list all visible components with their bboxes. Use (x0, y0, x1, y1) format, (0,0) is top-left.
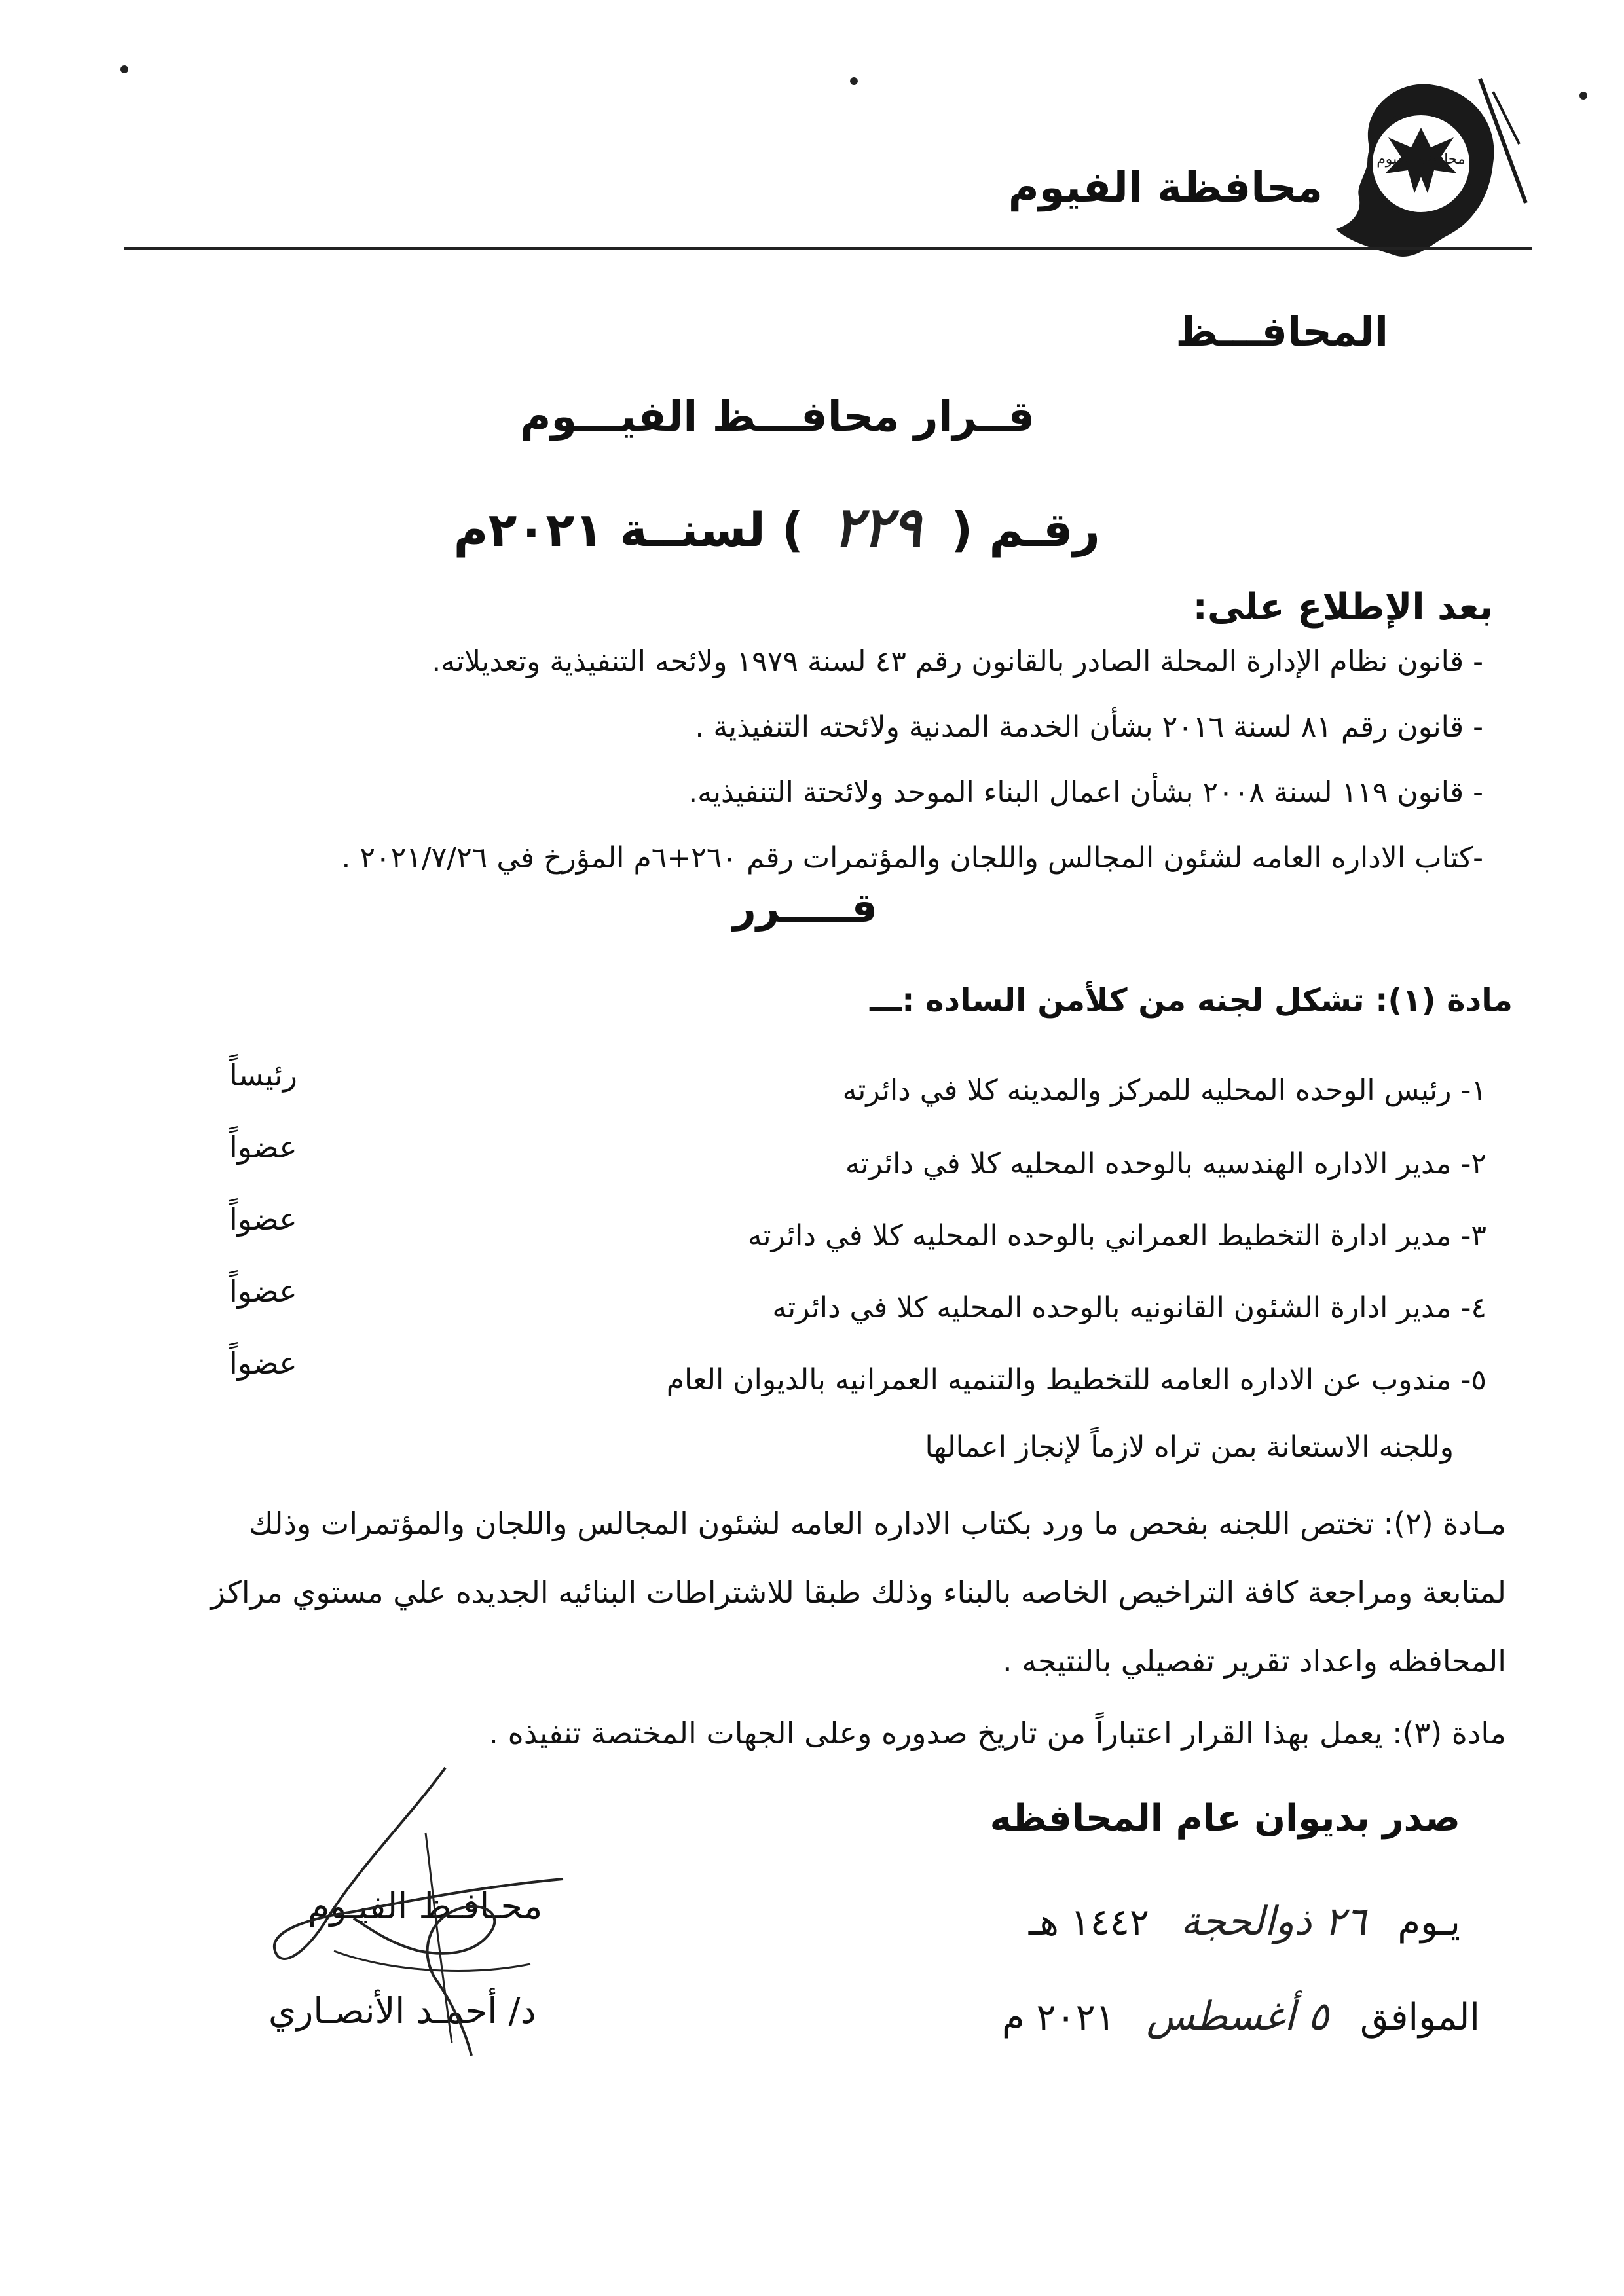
member-role: عضواً (229, 1345, 297, 1381)
member-row: ١- رئيس الوحده المحليه للمركز والمدينه كلا في دائرته (842, 1074, 1486, 1107)
gregorian-year: ٢٠٢١ م (1002, 1996, 1115, 2039)
decree-number-line (454, 494, 1100, 559)
gregorian-date-line (1002, 1994, 1480, 2039)
scan-speck (120, 65, 128, 73)
preamble-item: - قانون رقم ٨١ لسنة ٢٠١٦ بشأن الخدمة المدنية ولائحته التنفيذية . (695, 710, 1483, 744)
hijri-date-line (1029, 1899, 1460, 1944)
scan-speck (1579, 92, 1587, 100)
handwritten-signature-icon (255, 1755, 622, 2069)
decree-number-prefix: رقـم ( (951, 502, 1100, 557)
hijri-prefix: يـوم (1397, 1901, 1460, 1944)
article-2-line: المحافظه واعداد تقرير تفصيلي بالنتيجه . (1003, 1643, 1506, 1679)
header-divider (124, 247, 1532, 250)
gregorian-handwritten: ٥ أغسطس (1146, 1994, 1329, 2039)
member-role: رئيساً (229, 1057, 297, 1093)
signature-title: محـافـظ الفيـوم (308, 1886, 543, 1927)
governorate-name: محافظة الفيوم (1008, 164, 1323, 212)
preamble-item: - قانون نظام الإدارة المحلة الصادر بالقانون رقم ٤٣ لسنة ١٩٧٩ ولائحه التنفيذية وتعديلاته. (432, 645, 1483, 678)
signature-name: د/ أحمـد الأنصـاري (268, 1990, 536, 2032)
member-role: عضواً (229, 1201, 297, 1237)
member-row: ٣- مدير ادارة التخطيط العمراني بالوحده المحليه كلا في دائرته (747, 1219, 1486, 1252)
seal-text: محافظة الفيوم (1376, 151, 1466, 168)
issued-at: صدر بديوان عام المحافظه (989, 1797, 1460, 1840)
member-row: ٢- مدير الاداره الهندسيه بالوحده المحليه كلا في دائرته (845, 1147, 1486, 1180)
decided-heading: قـــــرر (733, 884, 877, 932)
article-2-line: لمتابعة ومراجعة كافة التراخيص الخاصه بالبناء وذلك طبقا للاشتراطات البنائيه الجديده علي مستوي مراكز (210, 1575, 1506, 1610)
decree-title: قــرار محافـــظ الفيـــوم (520, 393, 1035, 441)
gregorian-prefix: الموافق (1360, 1996, 1480, 2039)
scan-speck (850, 77, 858, 85)
hijri-handwritten: ٢٦ ذوالحجة (1180, 1899, 1367, 1944)
preamble-item: - قانون ١١٩ لسنة ٢٠٠٨ بشأن اعمال البناء الموحد ولائحتة التنفيذيه. (688, 776, 1483, 809)
article-3-text: مادة (٣): يعمل بهذا القرار اعتباراً من تاريخ صدوره وعلى الجهات المختصة تنفيذه . (489, 1715, 1506, 1751)
office-title: المحافـــظ (1175, 308, 1388, 355)
article-2-line: مـادة (٢): تختص اللجنه بفحص ما ورد بكتاب الاداره العامه لشئون المجالس واللجان والمؤتمرات وذلك (248, 1506, 1506, 1541)
governorate-seal-icon (1323, 65, 1539, 268)
decree-number-value: ٢٢٩ (832, 494, 922, 559)
article-1-heading: مادة (١): تشكل لجنه من كلأمن الساده :ـــ (870, 982, 1513, 1019)
hijri-year: ١٤٤٢ هـ (1028, 1901, 1149, 1944)
member-role: عضواً (229, 1129, 297, 1165)
preamble-item: -كتاب الاداره العامه لشئون المجالس واللجان والمؤتمرات رقم ٢٦٠+٦م المؤرخ في ٢٠٢١/٧/٢٦ . (341, 841, 1483, 875)
article-1-note: وللجنه الاستعانة بمن تراه لازماً لإنجاز اعمالها (925, 1430, 1454, 1464)
decree-number-suffix: ) لسنــة ٢٠٢١م (453, 502, 803, 557)
member-row: ٤- مدير ادارة الشئون القانونيه بالوحده المحليه كلا في دائرته (772, 1291, 1486, 1324)
member-role: عضواً (229, 1273, 297, 1309)
member-row: ٥- مندوب عن الاداره العامه للتخطيط والتنميه العمرانيه بالديوان العام (666, 1363, 1486, 1396)
preamble-heading: بعد الإطلاع على: (1192, 586, 1493, 629)
